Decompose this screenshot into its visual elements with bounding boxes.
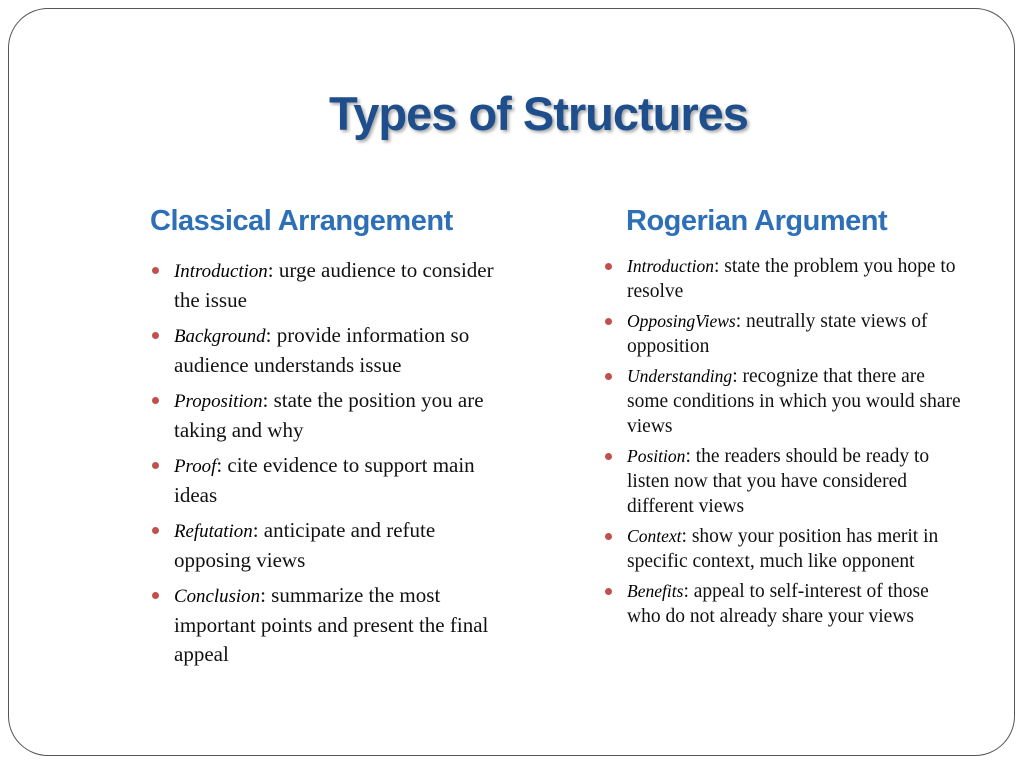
list-item xyxy=(603,309,965,359)
classical-arrangement-heading: Classical Arrangement xyxy=(150,205,453,237)
item-text: : urge audience to consider the issue xyxy=(174,258,494,312)
item-term: Position xyxy=(627,446,686,466)
item-text: : appeal to self-interest of those who do not already share your views xyxy=(627,581,929,627)
list-item xyxy=(150,321,500,380)
item-term: Introduction xyxy=(627,256,714,276)
bullet-icon xyxy=(605,318,612,325)
list-item xyxy=(150,386,500,445)
item-term: Introduction xyxy=(174,261,268,282)
bullet-icon xyxy=(605,373,612,380)
bullet-icon xyxy=(152,592,159,599)
rogerian-argument-list xyxy=(603,254,965,634)
rogerian-argument-heading: Rogerian Argument xyxy=(626,205,888,237)
item-text: : recognize that there are some conditions in which you would share views xyxy=(627,366,961,437)
list-item xyxy=(603,254,965,304)
bullet-icon xyxy=(152,527,159,534)
item-term: Refutation xyxy=(174,521,253,542)
item-term: Background xyxy=(174,326,266,347)
item-text: : state the position you are taking and why xyxy=(174,388,484,442)
bullet-icon xyxy=(152,397,159,404)
list-item xyxy=(603,524,965,574)
list-item xyxy=(603,579,965,629)
list-item xyxy=(150,581,500,669)
item-text: : neutrally state views of opposition xyxy=(627,311,928,357)
item-text: : provide information so audience understands issue xyxy=(174,323,470,377)
bullet-icon xyxy=(152,332,159,339)
list-item xyxy=(150,451,500,510)
list-item xyxy=(150,516,500,575)
item-term: OpposingViews xyxy=(627,311,736,331)
item-term: Context xyxy=(627,526,682,546)
item-term: Understanding xyxy=(627,366,733,386)
bullet-icon xyxy=(605,588,612,595)
bullet-icon xyxy=(152,462,159,469)
list-item xyxy=(603,444,965,519)
bullet-icon xyxy=(605,533,612,540)
item-text: : anticipate and refute opposing views xyxy=(174,518,436,572)
classical-arrangement-list xyxy=(150,256,500,675)
item-term: Proposition xyxy=(174,391,263,412)
list-item xyxy=(603,364,965,439)
item-term: Proof xyxy=(174,456,217,477)
slide-title: Types of Structures xyxy=(329,87,748,140)
bullet-icon xyxy=(605,453,612,460)
item-text: : the readers should be ready to listen now that you have considered different views xyxy=(627,446,930,517)
bullet-icon xyxy=(152,267,159,274)
item-term: Benefits xyxy=(627,581,684,601)
item-text: : cite evidence to support main ideas xyxy=(174,453,475,507)
list-item xyxy=(150,256,500,315)
item-text: : show your position has merit in specific context, much like opponent xyxy=(627,526,939,572)
item-term: Conclusion xyxy=(174,586,261,607)
item-text: : summarize the most important points and present the final appeal xyxy=(174,583,489,666)
bullet-icon xyxy=(605,263,612,270)
item-text: : state the problem you hope to resolve xyxy=(627,256,956,302)
